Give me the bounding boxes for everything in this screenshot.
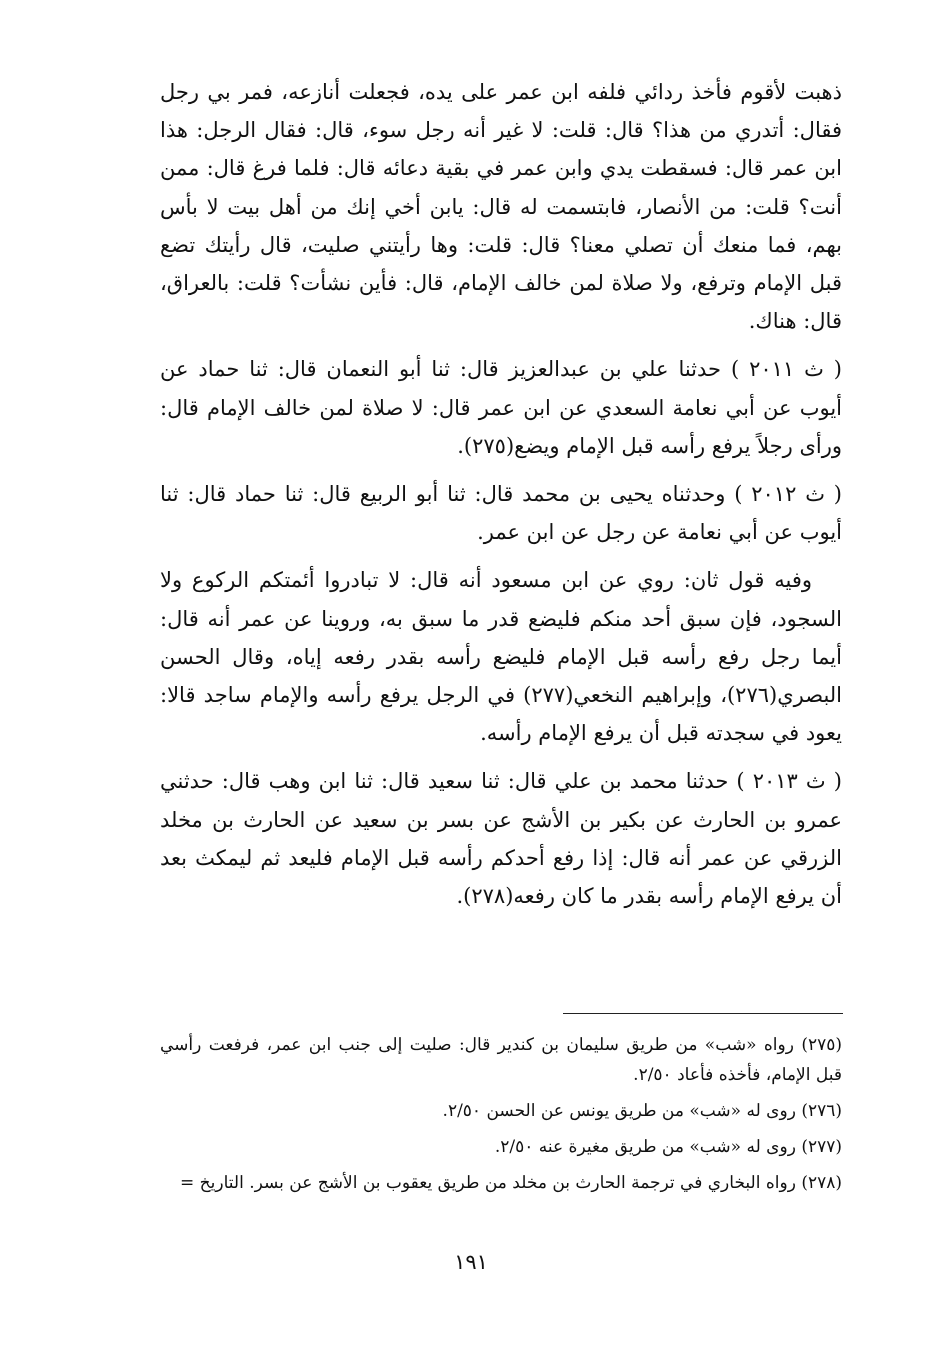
footnotes (160, 1030, 842, 1204)
footnote-number: (٢٧٧) (801, 1137, 842, 1157)
paragraph-narrative: ذهبت لأقوم فأخذ ردائي فلفه ابن عمر على يده، فجعلت أنازعه، فمر بي رجل فقال: أتدري من هذا؟ قال: قلت: لا غير أنه رجل سوء، قال: فقال الرجل: هذا ابن عمر قال: فسقطت يدي وابن عمر في بقية دعائه قال: فلما فرغ قال: ممن أنت؟ قلت: من الأنصار، فابتسمت له قال: يابن أخي إنك من أهل بيت لا بأس بهم، فما منعك أن تصلي معنا؟ قال: قلت: وها رأيتني صليت، قال رأيتك تضع قبل الإمام وترفع، ولا صلاة لمن خالف الإمام، قال: فأين نشأت؟ قلت: بالعراق، قال: هناك. (160, 80, 842, 334)
footnote-text: روى له «شب» من طريق مغيرة عنه ٢/٥٠. (494, 1137, 796, 1157)
footnote-number: (٢٧٥) (801, 1035, 843, 1055)
footnote-276 (160, 1096, 842, 1126)
paragraph-second-opinion: وفيه قول ثان: روي عن ابن مسعود أنه قال: لا تبادروا أئمتكم الركوع ولا السجود، فإن سبق أحد منكم فليضع قدر ما سبق به، وروينا عن عمر أنه قال: أيما رجل رفع رأسه قبل الإمام فليضع رأسه بقدر رفعه إياه، وقال الحسن البصري(٢٧٦)، وإبراهيم النخعي(٢٧٧) في الرجل يرفع رأسه والإمام ساجد قالا: يعود في سجدته قبل أن يرفع الإمام رأسه. (160, 568, 843, 746)
footnote-text: رواه البخاري في ترجمة الحارث بن مخلد من طريق يعقوب بن الأشج عن بسر. التاريخ = (180, 1173, 796, 1193)
footnote-277 (160, 1132, 842, 1162)
footnote-number: (٢٧٦) (801, 1101, 842, 1121)
main-text (160, 73, 842, 915)
footnote-275 (160, 1030, 842, 1090)
footnote-278 (160, 1168, 842, 1198)
page-number: ١٩١ (454, 1250, 488, 1274)
paragraph-hadith-2012: ( ث ٢٠١٢ ) وحدثناه يحيى بن محمد قال: ثنا أبو الربيع قال: ثنا حماد قال: ثنا أيوب عن أبي نعامة عن رجل عن ابن عمر. (160, 482, 842, 545)
footnote-separator (563, 1013, 843, 1014)
paragraph-hadith-2013: ( ث ٢٠١٣ ) حدثنا محمد بن علي قال: ثنا سعيد قال: ثنا ابن وهب قال: حدثني عمرو بن الحارث عن بكير بن الأشج عن بسر بن سعيد عن الحارث بن مخلد الزرقي عن عمر أنه قال: إذا رفع أحدكم رأسه قبل الإمام فليعد ثم ليمكث بعد أن يرفع الإمام رأسه بقدر ما كان رفعه(٢٧٨). (160, 769, 842, 909)
paragraph-hadith-2011: ( ث ٢٠١١ ) حدثنا علي بن عبدالعزيز قال: ثنا أبو النعمان قال: ثنا حماد عن أيوب عن أبي نعامة السعدي عن ابن عمر قال: لا صلاة لمن خالف الإمام قال: ورأى رجلاً يرفع رأسه قبل الإمام ويضع(٢٧٥). (160, 357, 842, 458)
footnote-text: رواه «شب» من طريق سليمان بن كندير قال: صليت إلى جنب ابن عمر، فرفعت رأسي قبل الإمام، فأخذه فأعاد ٢/٥٠. (160, 1035, 842, 1085)
footnote-text: روى له «شب» من طريق يونس عن الحسن ٢/٥٠. (442, 1101, 796, 1121)
footnote-number: (٢٧٨) (801, 1173, 842, 1193)
